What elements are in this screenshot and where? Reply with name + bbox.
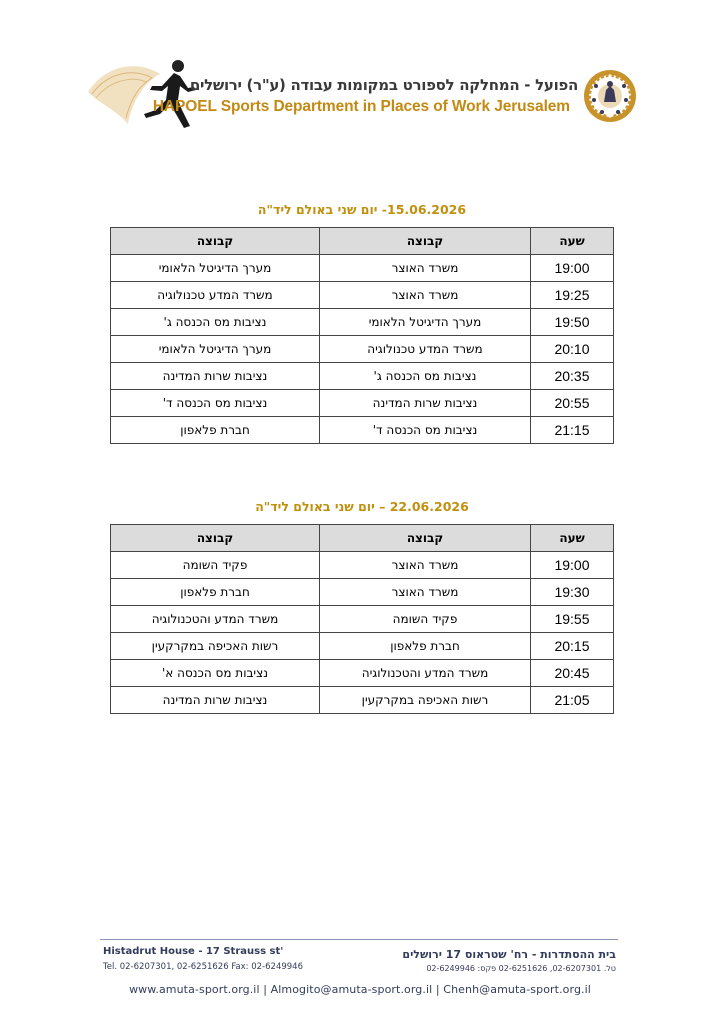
- table-row: [111, 282, 614, 309]
- team-cell: נציבות מס הכנסה ד': [111, 390, 320, 417]
- team-cell: משרד האוצר: [320, 255, 531, 282]
- table-row: [111, 309, 614, 336]
- table-row: [111, 552, 614, 579]
- time-cell: 20:35: [531, 363, 614, 390]
- team-cell: מערך הדיגיטל הלאומי: [320, 309, 531, 336]
- table-header-row: [111, 228, 614, 255]
- time-cell: 21:05: [531, 687, 614, 714]
- column-header-time: שעה: [531, 525, 614, 552]
- table-row: [111, 390, 614, 417]
- column-header-time: שעה: [531, 228, 614, 255]
- team-cell: נציבות מס הכנסה ג': [320, 363, 531, 390]
- team-cell: נציבות מס הכנסה ג': [111, 309, 320, 336]
- table-row: [111, 417, 614, 444]
- time-cell: 20:10: [531, 336, 614, 363]
- team-cell: משרד האוצר: [320, 579, 531, 606]
- team-cell: מערך הדיגיטל הלאומי: [111, 336, 320, 363]
- organization-title-english: HAPOEL Sports Department in Places of Work Jerusalem: [152, 98, 570, 115]
- team-cell: פקיד השומה: [320, 606, 531, 633]
- team-cell: משרד המדע והטכנולוגיה: [111, 606, 320, 633]
- team-cell: נציבות שרות המדינה: [111, 687, 320, 714]
- footer-phones-english: Tel. 02-6207301, 02-6251626 Fax: 02-6249946: [103, 962, 303, 972]
- table-row: [111, 633, 614, 660]
- organization-title-hebrew: הפועל - המחלקה לספורט במקומות עבודה (ע"ר) ירושלים: [189, 76, 578, 94]
- time-cell: 19:30: [531, 579, 614, 606]
- team-cell: משרד האוצר: [320, 552, 531, 579]
- table-row: [111, 255, 614, 282]
- time-cell: 20:15: [531, 633, 614, 660]
- schedule-table: [110, 524, 614, 714]
- schedule-table: [110, 227, 614, 444]
- table-row: [111, 606, 614, 633]
- footer-phones-hebrew: טל. 02-6207301, 02-6251626 פקס: 02-6249946: [426, 964, 616, 973]
- footer-address-english: Histadrut House - 17 Strauss st': [103, 946, 284, 957]
- schedule-title: 15.06.2026- יום שני באולם ליד"ה: [257, 202, 467, 217]
- time-cell: 19:55: [531, 606, 614, 633]
- team-cell: נציבות מס הכנסה א': [111, 660, 320, 687]
- team-cell: חברת פלאפון: [320, 633, 531, 660]
- column-header-team: קבוצה: [111, 525, 320, 552]
- footer-address-hebrew: בית ההסתדרות - רח' שטראוס 17 ירושלים: [402, 948, 616, 961]
- letterhead: [86, 52, 646, 132]
- time-cell: 20:45: [531, 660, 614, 687]
- team-cell: מערך הדיגיטל הלאומי: [111, 255, 320, 282]
- team-cell: נציבות שרות המדינה: [111, 363, 320, 390]
- table-row: [111, 660, 614, 687]
- team-cell: משרד האוצר: [320, 282, 531, 309]
- runner-logo-icon: [86, 52, 198, 132]
- time-cell: 21:15: [531, 417, 614, 444]
- team-cell: חברת פלאפון: [111, 417, 320, 444]
- jerusalem-emblem-icon: [582, 68, 638, 124]
- table-row: [111, 687, 614, 714]
- team-cell: חברת פלאפון: [111, 579, 320, 606]
- schedule-title: 22.06.2026 – יום שני באולם ליד"ה: [255, 499, 469, 514]
- column-header-team: קבוצה: [111, 228, 320, 255]
- team-cell: משרד המדע טכנולוגיה: [320, 336, 531, 363]
- team-cell: משרד המדע והטכנולוגיה: [320, 660, 531, 687]
- team-cell: נציבות מס הכנסה ד': [320, 417, 531, 444]
- team-cell: נציבות שרות המדינה: [320, 390, 531, 417]
- column-header-team: קבוצה: [320, 525, 531, 552]
- time-cell: 19:50: [531, 309, 614, 336]
- time-cell: 19:00: [531, 255, 614, 282]
- team-cell: פקיד השומה: [111, 552, 320, 579]
- time-cell: 19:25: [531, 282, 614, 309]
- time-cell: 20:55: [531, 390, 614, 417]
- table-row: [111, 336, 614, 363]
- team-cell: משרד המדע טכנולוגיה: [111, 282, 320, 309]
- table-row: [111, 363, 614, 390]
- time-cell: 19:00: [531, 552, 614, 579]
- footer-contact-links: www.amuta-sport.org.il | Almogito@amuta-sport.org.il | Chenh@amuta-sport.org.il: [129, 983, 591, 996]
- footer-divider: [100, 939, 618, 940]
- team-cell: רשות האכיפה במקרקעין: [320, 687, 531, 714]
- team-cell: רשות האכיפה במקרקעין: [111, 633, 320, 660]
- table-row: [111, 579, 614, 606]
- table-header-row: [111, 525, 614, 552]
- column-header-team: קבוצה: [320, 228, 531, 255]
